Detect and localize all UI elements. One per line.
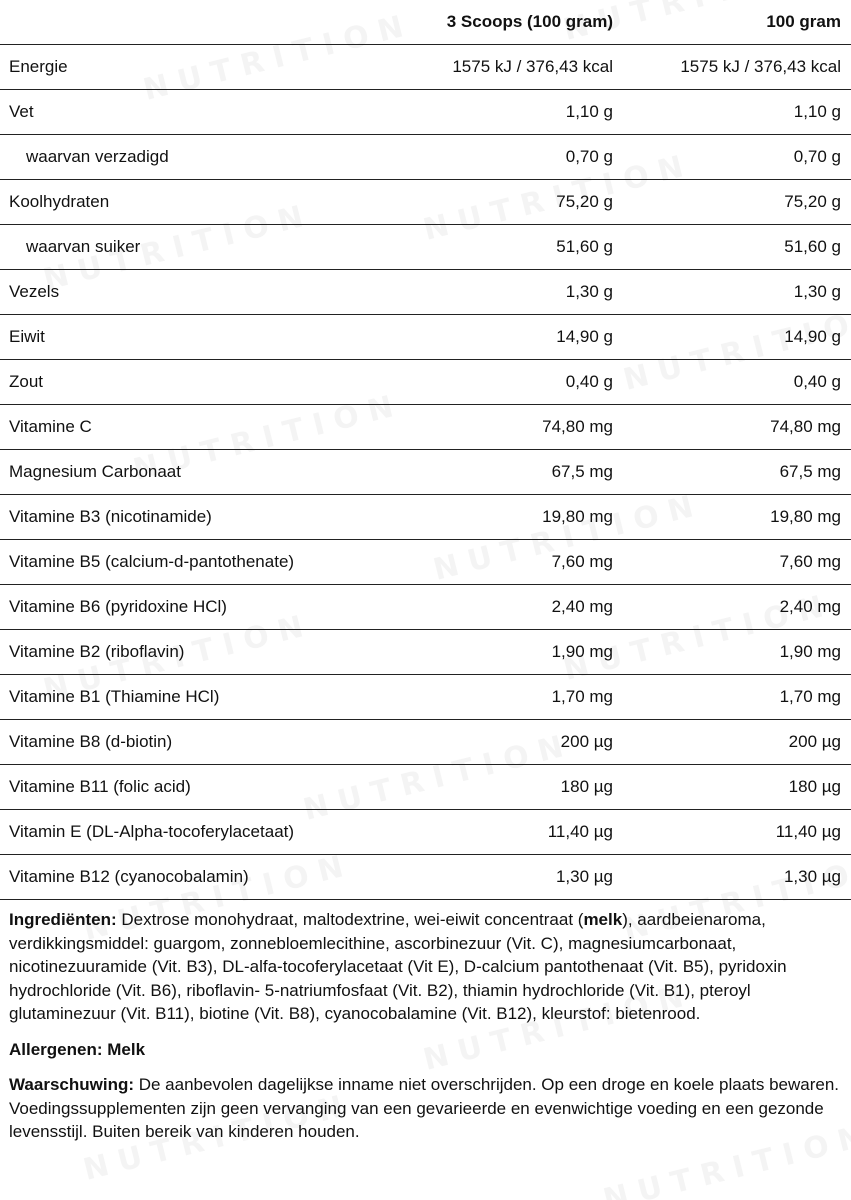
value-per-100g: 1,10 g (623, 90, 851, 135)
value-per-serving: 0,70 g (396, 135, 623, 180)
value-per-100g: 1,70 mg (623, 675, 851, 720)
table-row (0, 495, 851, 540)
nutrient-name: Zout (0, 360, 396, 405)
value-per-100g: 0,40 g (623, 360, 851, 405)
table-row (0, 450, 851, 495)
table-row (0, 540, 851, 585)
value-per-serving: 1,70 mg (396, 675, 623, 720)
warning-section (9, 1073, 841, 1144)
table-header-row (0, 0, 851, 45)
nutrient-name: waarvan suiker (0, 225, 396, 270)
nutrient-name: Vitamine B8 (d-biotin) (0, 720, 396, 765)
value-per-serving: 200 µg (396, 720, 623, 765)
allergens-text: Allergenen: Melk (9, 1039, 146, 1059)
allergens-section (9, 1038, 841, 1062)
value-per-serving: 1,90 mg (396, 630, 623, 675)
nutrient-name: waarvan verzadigd (0, 135, 396, 180)
nutrient-name: Vitamine B2 (riboflavin) (0, 630, 396, 675)
header-name (0, 0, 396, 45)
nutrient-name: Koolhydraten (0, 180, 396, 225)
nutrient-name: Eiwit (0, 315, 396, 360)
value-per-serving: 1,30 g (396, 270, 623, 315)
value-per-100g: 1575 kJ / 376,43 kcal (623, 45, 851, 90)
nutrient-name: Vitamine B6 (pyridoxine HCl) (0, 585, 396, 630)
table-row (0, 405, 851, 450)
table-row (0, 675, 851, 720)
nutrient-name: Vitamine B12 (cyanocobalamin) (0, 855, 396, 900)
value-per-serving: 1,30 µg (396, 855, 623, 900)
value-per-100g: 14,90 g (623, 315, 851, 360)
value-per-serving: 19,80 mg (396, 495, 623, 540)
warning-text: De aanbevolen dagelijkse inname niet overschrijden. Op een droge en koele plaats bewaren. Voedingssupplementen zijn geen vervanging van een gevarieerde en evenwichtige voeding en een gezonde levensstijl. Buiten bereik van kinderen houden. (9, 1075, 840, 1141)
nutrient-name: Energie (0, 45, 396, 90)
value-per-100g: 7,60 mg (623, 540, 851, 585)
nutrient-name: Vitamine C (0, 405, 396, 450)
nutrient-name: Vitamine B11 (folic acid) (0, 765, 396, 810)
value-per-100g: 1,30 µg (623, 855, 851, 900)
value-per-serving: 2,40 mg (396, 585, 623, 630)
value-per-serving: 1,10 g (396, 90, 623, 135)
table-row (0, 45, 851, 90)
value-per-100g: 11,40 µg (623, 810, 851, 855)
product-info (0, 900, 851, 1144)
ingredients-label: Ingrediënten: (9, 910, 117, 929)
table-row (0, 90, 851, 135)
warning-label: Waarschuwing: (9, 1075, 134, 1094)
value-per-100g: 74,80 mg (623, 405, 851, 450)
ingredients-section (9, 908, 841, 1026)
nutrient-name: Vitamine B3 (nicotinamide) (0, 495, 396, 540)
table-row (0, 360, 851, 405)
nutrient-name: Vitamine B5 (calcium-d-pantothenate) (0, 540, 396, 585)
nutrient-name: Vitamin E (DL-Alpha-tocoferylacetaat) (0, 810, 396, 855)
value-per-serving: 14,90 g (396, 315, 623, 360)
table-row (0, 765, 851, 810)
value-per-serving: 180 µg (396, 765, 623, 810)
value-per-serving: 75,20 g (396, 180, 623, 225)
header-per-serving: 3 Scoops (100 gram) (396, 0, 623, 45)
value-per-100g: 1,90 mg (623, 630, 851, 675)
ingredients-text-b: ), aardbeienaroma, verdikkingsmiddel: guargom, zonnebloemlecithine, ascorbinezuur (Vit. C), magnesiumcarbonaat, nicotinezuuramide (Vit. B3), DL-alfa-tocoferylacetaat (Vit E), D-calcium pantothenaat (Vit. B5), pyridoxin hydrochloride (Vit. B6), riboflavin- 5-natriumfosfaat (Vit. B2), thiamin hydrochloride (Vit. B1), pteroyl glutaminezuur (Vit. B11), biotine (Vit. B8), cyanocobalamine (Vit. B12), kleurstof: bietenrood. (9, 910, 787, 1023)
table-row (0, 225, 851, 270)
value-per-100g: 75,20 g (623, 180, 851, 225)
value-per-100g: 200 µg (623, 720, 851, 765)
ingredients-allergen: melk (583, 910, 623, 929)
value-per-100g: 1,30 g (623, 270, 851, 315)
table-row (0, 810, 851, 855)
value-per-100g: 19,80 mg (623, 495, 851, 540)
value-per-serving: 1575 kJ / 376,43 kcal (396, 45, 623, 90)
table-row (0, 630, 851, 675)
table-row (0, 720, 851, 765)
nutrient-name: Magnesium Carbonaat (0, 450, 396, 495)
value-per-100g: 51,60 g (623, 225, 851, 270)
value-per-serving: 11,40 µg (396, 810, 623, 855)
ingredients-text-a: Dextrose monohydraat, maltodextrine, wei-eiwit concentraat ( (116, 910, 584, 929)
table-row (0, 180, 851, 225)
nutrient-name: Vezels (0, 270, 396, 315)
nutrition-rows (0, 45, 851, 900)
table-row (0, 855, 851, 900)
table-row (0, 585, 851, 630)
value-per-serving: 67,5 mg (396, 450, 623, 495)
table-row (0, 135, 851, 180)
table-row (0, 315, 851, 360)
table-row (0, 270, 851, 315)
value-per-serving: 51,60 g (396, 225, 623, 270)
header-per-100g: 100 gram (623, 0, 851, 45)
value-per-serving: 7,60 mg (396, 540, 623, 585)
value-per-100g: 67,5 mg (623, 450, 851, 495)
nutrient-name: Vitamine B1 (Thiamine HCl) (0, 675, 396, 720)
value-per-serving: 0,40 g (396, 360, 623, 405)
value-per-serving: 74,80 mg (396, 405, 623, 450)
nutrient-name: Vet (0, 90, 396, 135)
value-per-100g: 180 µg (623, 765, 851, 810)
value-per-100g: 0,70 g (623, 135, 851, 180)
value-per-100g: 2,40 mg (623, 585, 851, 630)
